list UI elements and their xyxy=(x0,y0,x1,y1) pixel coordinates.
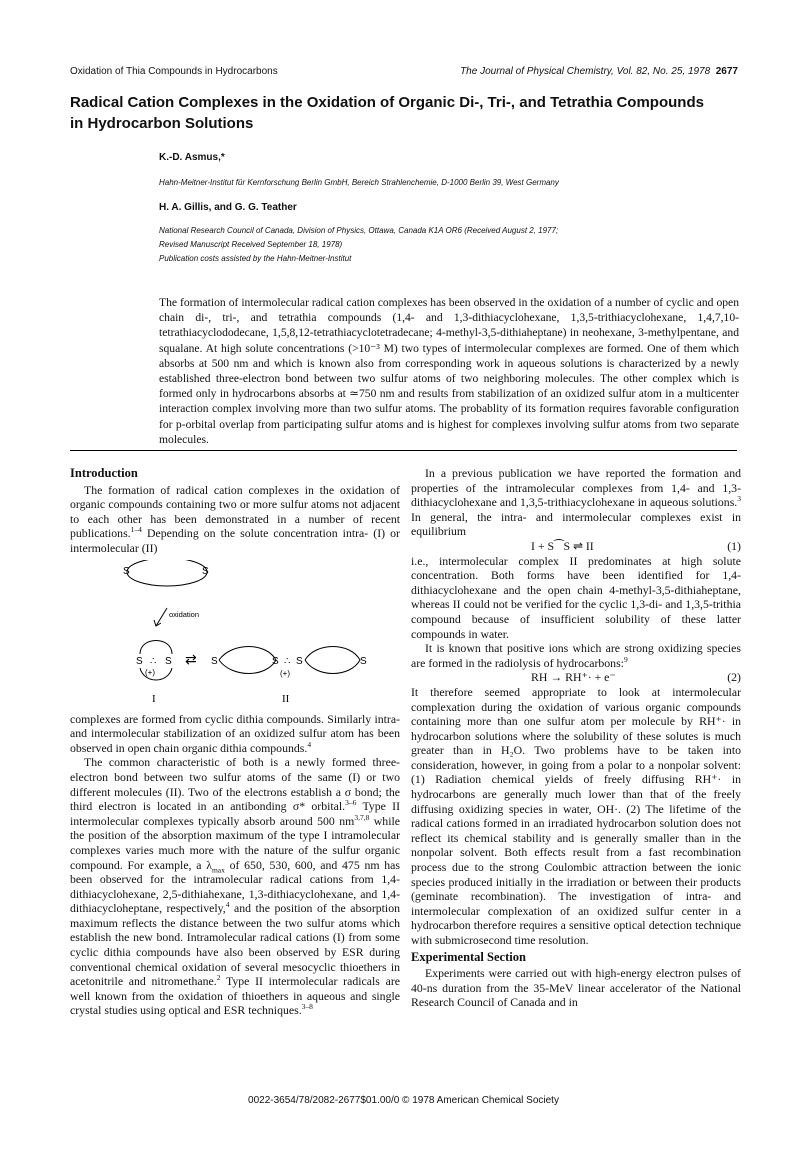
equation-1: I + S⁀S ⇌ II (1) xyxy=(531,538,741,553)
sulfur-atom: S xyxy=(296,655,303,667)
sulfur-atom: S xyxy=(360,655,367,667)
positive-charge: (+) xyxy=(280,668,290,678)
page-number: 2677 xyxy=(715,66,738,77)
publication-costs-note: Publication costs assisted by the Hahn-Meitner-Institut xyxy=(159,254,352,263)
abstract: The formation of intermolecular radical cation complexes has been observed in the oxidation of a number of cyclic and open chain di-, tri-, and tetrathia compounds (1,4- and 1,3-dithiacyclohexane, 1,3,5-trithiacyclohexane, 1,4,7,10-tetrathiacyclododecane, 1,5,8,12-tetrathiacyclotetradecane; 4-methyl-3,5-dithiaheptane) in neohexane, 3-methylpentane, and squalane. At high solute concentrations (>10⁻³ M) two types of intermolecular complexes are formed. One of them which absorbs at 500 nm and which is known also from corresponding work in aqueous solutions is characterized by a newly established three-electron bond between two sulfur atoms of two neighboring molecules. The other complex which is formed only in hydrocarbons absorbs at ≃750 nm and results from stabilization of an oxidized sulfur atom in a multicenter interaction complex involving more than two sulfur atoms. The probablity of its formation requires favorable configuration for p-orbital overlap from participating sulfur atoms and is highest for complexes involving sulfur atoms from two separate molecules. xyxy=(159,296,739,446)
paragraph: complexes are formed from cyclic dithia compounds. Similarly intra- and intermolecular stabilization of an oxidized sulfur atom has been observed in open chain organic dithia compounds.$^4$ xyxy=(70,711,400,755)
sulfur-atom: S xyxy=(165,655,172,667)
label-II: II xyxy=(282,692,290,705)
complex-II-ring-right xyxy=(305,646,360,673)
sulfur-atom: S xyxy=(202,565,209,577)
oxidation-arrow xyxy=(156,608,167,626)
paragraph: i.e., intermolecular complex II predominates at high solute concentration. Both forms have been identified for 1,4-dithiacyclohexane and the open chain 4-methyl-3,5-dithiaheptane, whereas II could not be verified for the cyclic 1,3-di- and 1,3,5-trithia compound because of insufficient solubility of these latter compounds in water. xyxy=(411,553,741,641)
affiliation-hahn-meitner: Hahn-Meitner-Institut für Kernforschung Berlin GmbH, Bereich Strahlenchemie, D-1000 Berlin 39, West Germany xyxy=(159,178,559,187)
paragraph: Experiments were carried out with high-energy electron pulses of 40-ns duration from the 35-MeV linear accelerator of the National Research Council of Canada and in xyxy=(411,966,741,1010)
divider xyxy=(70,450,737,451)
journal-citation: The Journal of Physical Chemistry, Vol. 82, No. 25, 1978 xyxy=(460,66,711,77)
paragraph: In a previous publication we have reported the formation and properties of the intramolecular complexes from 1,4- and 1,3-dithiacyclohexane and 1,3,5-trithiacyclohexane in aqueous solutions.$^3$ In general, the intra- and intermolecular complexes exist in equilibrium xyxy=(411,466,741,539)
reaction-scheme xyxy=(70,560,400,708)
paragraph: It is known that positive ions which are strong oxidizing species are formed in the radiolysis of hydrocarbons:$^9$ xyxy=(411,641,741,670)
cyclic-dithia-ring xyxy=(127,560,207,586)
sulfur-atom: S xyxy=(211,655,218,667)
complex-I-ring xyxy=(140,640,172,654)
sulfur-atom: S xyxy=(123,565,130,577)
label-I: I xyxy=(152,692,156,705)
right-column xyxy=(411,466,741,1010)
footer-copyright: 0022-3654/78/2082-2677$01.00/0 © 1978 American Chemical Society xyxy=(248,1095,559,1106)
running-header-right xyxy=(460,66,738,77)
article-title: Radical Cation Complexes in the Oxidation of Organic Di-, Tri-, and Tetrathia Compounds in Hydrocarbon Solutions xyxy=(70,94,704,132)
paragraph: The formation of radical cation complexes in the oxidation of organic compounds containing two or more sulfur atoms not adjacent to each other has been demonstrated in a number of recent publications.$^{1-4}$ Depending on the solute concentration intra- (I) or intermolecular (II) xyxy=(70,482,400,555)
positive-charge: (+) xyxy=(145,667,155,677)
oxidation-label: oxidation xyxy=(169,609,200,619)
three-electron-bond: ∴ xyxy=(284,655,291,667)
sulfur-atom: S xyxy=(136,655,143,667)
revised-manuscript-date: Revised Manuscript Received September 18, 1978) xyxy=(159,240,343,249)
sulfur-atom: S xyxy=(272,655,279,667)
equilibrium-arrow: ⇄ xyxy=(185,651,197,668)
paragraph: It therefore seemed appropriate to look at intermolecular complexation during the oxidation of various organic compounds containing more than one sulfur atom per molecule by RH⁺· in hydrocarbon solutions where the solubility of these solutes is much greater than in H₂O. Two problems have to be taken into consideration, however, in going from a polar to a nonpolar solvent: (1) Radiation chemical yields of freely diffusing RH⁺· in hydrocarbons are generally much lower than that of the freely diffusing oxidizing species in water, OH·. (2) The lifetime of the radical cations formed in an irradiated hydrocarbon solution does not reflect its chemical stability and is generally smaller than in the nonpolar solvent. Both effects result from a fast recombination process due to the strong Coulombic attraction between the ionic species produced initially in the irradiation or between their products (geminate recombination). The investigation of intra- and intermolecular complexation of an oxidized sulfur center in a hydrocarbon therefore requires a sensitive optical detection technique with submicrosecond time resolution. xyxy=(411,684,741,947)
equation-2: RH → RH⁺· + e⁻ (2) xyxy=(531,670,741,685)
scheme-diagram xyxy=(70,560,400,708)
author-asmus: K.-D. Asmus,* xyxy=(159,152,225,163)
section-heading-experimental: Experimental Section xyxy=(411,949,526,964)
complex-II-ring-left xyxy=(219,646,276,673)
paragraph: The common characteristic of both is a newly formed three-electron bond between two sulfur atoms of the same (I) or two different molecules (II). Two of the electrons establish a σ bond; the third electron is located in an antibonding σ* orbital.$^{3-6}$ Type II intermolecular complexes typically absorb around 500 nm$^{3,7,8}$ while the position of the absorption maximum of the type I intramolecular complexes varies much more with the nature of the sulfur organic compound. For example, a $\lambda_{max}$ of 650, 530, 600, and 475 nm has been observed for the intramolecular radical cations from 1,4-dithiacyclohexane, 2,5-dithiahexane, 1,3-dithiacyclohexane, and 1,4-dithiacycloheptane, respectively,$^4$ and the position of the absorption maximum reflects the distance between the two sulfur atoms which establish the new bond. Intramolecular radical cations (I) from some cyclic dithia compounds have also been observed by ESR during conventional chemical oxidation of several mesocyclic thioethers in acetonitrile and nitromethane.$^2$ Type II intermolecular radicals are well known from the oxidation of thioethers in aqueous and single crystal studies using optical and ESR techniques.$^{3-8}$ xyxy=(70,755,401,1018)
left-column xyxy=(70,466,400,1018)
section-heading-introduction: Introduction xyxy=(70,466,138,480)
authors-gillis-teather: H. A. Gillis, and G. G. Teather xyxy=(159,202,297,213)
three-electron-bond: ∴ xyxy=(150,655,157,667)
running-header-left: Oxidation of Thia Compounds in Hydrocarbons xyxy=(70,66,278,77)
affiliation-nrc-canada: National Research Council of Canada, Division of Physics, Ottawa, Canada K1A OR6 (Received August 2, 1977; xyxy=(159,226,559,235)
